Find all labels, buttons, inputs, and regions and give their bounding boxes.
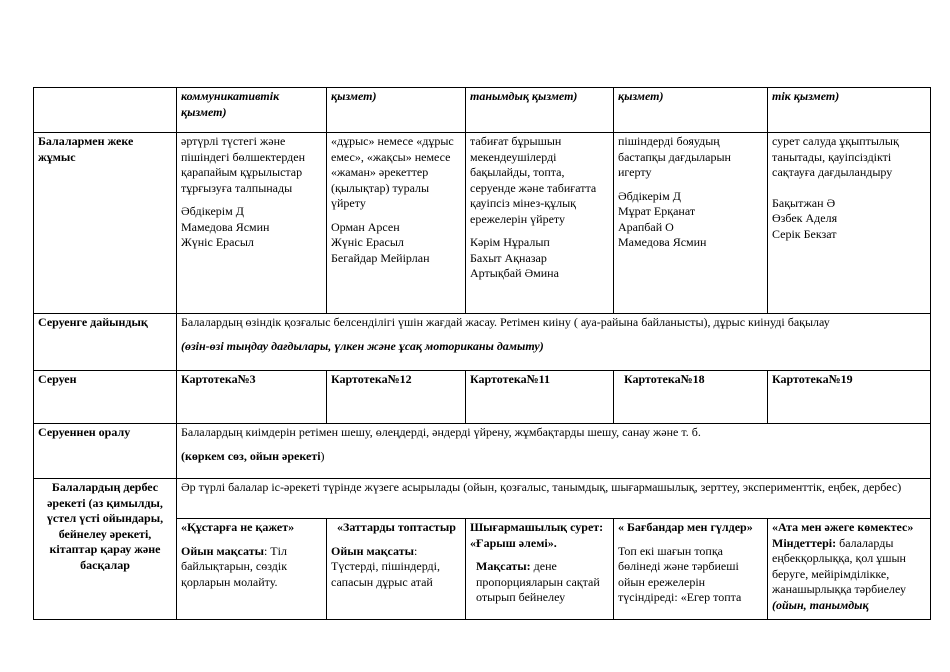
walk-row bbox=[34, 371, 931, 424]
row-label: Серуенге дайындық bbox=[34, 314, 177, 371]
header-cell: қызмет) bbox=[327, 88, 466, 133]
walk-prep-row bbox=[34, 314, 931, 371]
individual-text: сурет салуда ұқыптылық танытады, қауіпсіздікті сақтауға дағдыландыру bbox=[772, 134, 899, 179]
game-goal bbox=[331, 544, 461, 591]
row-label: Балалармен жеке жұмыс bbox=[34, 133, 177, 314]
game-goal-text: Топ екі шағын топқа бөлінеді және тәрбиеші ойын ережелерін түсіндіреді: «Егер топта bbox=[618, 543, 742, 604]
walk-prep-note: (өзін-өзі тыңдау дағдылары, үлкен және ұсақ моториканы дамыту) bbox=[181, 338, 544, 353]
return-cell bbox=[177, 424, 931, 479]
game-goal-text: : Тіл байлықтарын, сөздік қорларын молайту. bbox=[181, 543, 288, 589]
child-name: Кәрім Нұралып bbox=[470, 235, 550, 249]
game-goal bbox=[181, 544, 322, 591]
return-note-end: ) bbox=[320, 448, 325, 463]
header-row bbox=[34, 88, 931, 133]
game-cell bbox=[327, 519, 466, 620]
child-name: Серік Бекзат bbox=[772, 226, 837, 241]
game-goal bbox=[772, 536, 926, 598]
card-cell: Картотека№19 bbox=[768, 371, 931, 424]
individual-cell bbox=[177, 133, 327, 314]
card-cell: Картотека№18 bbox=[614, 371, 768, 424]
game-cell bbox=[177, 519, 327, 620]
individual-cell bbox=[614, 133, 768, 314]
walk-prep-text: Балалардың өзіндік қозғалыс белсенділігі үшін жағдай жасау. Ретімен киіну ( ауа-райына байланысты), дұрыс киінуді бақылау bbox=[181, 315, 830, 329]
game-title: «Заттарды топтастыр bbox=[337, 520, 456, 534]
return-note-bold: (көркем сөз, ойын әрекеті bbox=[181, 448, 321, 463]
schedule-table bbox=[33, 87, 931, 620]
header-cell: тік қызмет) bbox=[768, 88, 931, 133]
game-note: (ойын, танымдық bbox=[772, 597, 869, 612]
game-goal-label: Мақсаты: bbox=[476, 559, 531, 573]
individual-text: пішіндерді бояудың бастапқы дағдыларын игерту bbox=[618, 134, 731, 179]
return-note bbox=[181, 449, 926, 465]
child-name: Арапбай О bbox=[618, 219, 674, 234]
game-goal-text: дене пропорцияларын сақтай отырып бейнелеу bbox=[476, 559, 600, 604]
child-name: Өзбек Аделя bbox=[772, 211, 838, 225]
child-name: Мұрат Ерқанат bbox=[618, 204, 696, 218]
child-name: Бақытжан Ә bbox=[772, 195, 836, 210]
individual-text: әртүрлі түстегі және пішіндегі бөлшектерден қарапайым құрылыстар тұрғызуға талпынады bbox=[181, 134, 306, 195]
game-title: «Ата мен әжеге көмектес» bbox=[772, 520, 914, 534]
child-name: Артықбай Әмина bbox=[470, 266, 559, 280]
row-label: Серуеннен оралу bbox=[34, 424, 177, 479]
row-label: Серуен bbox=[34, 371, 177, 424]
walk-prep-cell bbox=[177, 314, 931, 371]
row-label: Балалардың дербес әрекеті (аз қимылды, үстел үсті ойындары, бейнелеу әрекеті, кітаптар қарау және басқалар bbox=[34, 479, 177, 620]
game-cell bbox=[466, 519, 614, 620]
independent-row bbox=[34, 479, 931, 519]
header-cell: танымдық қызмет) bbox=[466, 88, 614, 133]
game-goal bbox=[470, 559, 609, 606]
individual-text: табиғат бұрышын мекендеушілерді бақылайды, топта, серуенде және табиғатта қауіпсіз мінез-құлық ережелерін үйрету bbox=[470, 134, 597, 226]
game-title: « Бағбандар мен гүлдер» bbox=[618, 520, 753, 534]
header-empty-cell bbox=[34, 88, 177, 133]
game-goal-label: Ойын мақсаты bbox=[181, 543, 264, 558]
child-name: Әбдікерім Д bbox=[618, 188, 681, 203]
card-cell: Картотека№12 bbox=[327, 371, 466, 424]
child-name: Жүніс Ерасыл bbox=[331, 235, 404, 249]
child-name: Орман Арсен bbox=[331, 219, 400, 234]
game-goal-text: балаларды еңбекқорлыққа, қол ұшын беруге, мейірімділікке, жанашырлыққа тәрбиелеу bbox=[772, 535, 906, 596]
game-goal-label: Ойын мақсаты bbox=[331, 543, 414, 558]
game-goal-text: : Түстерді, пішіндерді, сапасын дұрыс атай bbox=[331, 543, 440, 589]
individual-cell bbox=[327, 133, 466, 314]
return-row bbox=[34, 424, 931, 479]
child-name: Мамедова Ясмин bbox=[181, 219, 270, 234]
independent-text-cell: Әр түрлі балалар іс-әрекеті түрінде жүзеге асырылады (ойын, қозғалыс, танымдық, шығармашылық, зерттеу, эксперименттік, еңбек, дербес) bbox=[177, 479, 931, 519]
game-title: «Құстарға не қажет» bbox=[181, 520, 295, 534]
individual-text: «дұрыс» немесе «дұрыс емес», «жақсы» немесе «жаман» әрекеттер (қылықтар) туралы үйрету bbox=[331, 134, 454, 210]
child-name: Әбдікерім Д bbox=[181, 204, 244, 218]
card-cell: Картотека№11 bbox=[466, 371, 614, 424]
game-goal-label: Міндеттері: bbox=[772, 535, 837, 550]
child-name: Бегайдар Мейірлан bbox=[331, 250, 430, 265]
child-name: Жүніс Ерасыл bbox=[181, 235, 254, 249]
return-text: Балалардың киімдерін ретімен шешу, өлеңдерді, әндерді үйрену, жұмбақтарды шешу, санау және т. б. bbox=[181, 425, 701, 439]
child-name: Бахыт Ақназар bbox=[470, 250, 547, 265]
individual-cell bbox=[466, 133, 614, 314]
individual-cell bbox=[768, 133, 931, 314]
header-cell: қызмет) bbox=[614, 88, 768, 133]
header-cell: коммуникативтік қызмет) bbox=[177, 88, 327, 133]
child-name: Мамедова Ясмин bbox=[618, 235, 707, 249]
individual-work-row bbox=[34, 133, 931, 314]
game-title: Шығармашылық сурет: «Ғарыш әлемі». bbox=[470, 520, 604, 550]
game-cell bbox=[614, 519, 768, 620]
card-cell: Картотека№3 bbox=[177, 371, 327, 424]
game-cell bbox=[768, 519, 931, 620]
